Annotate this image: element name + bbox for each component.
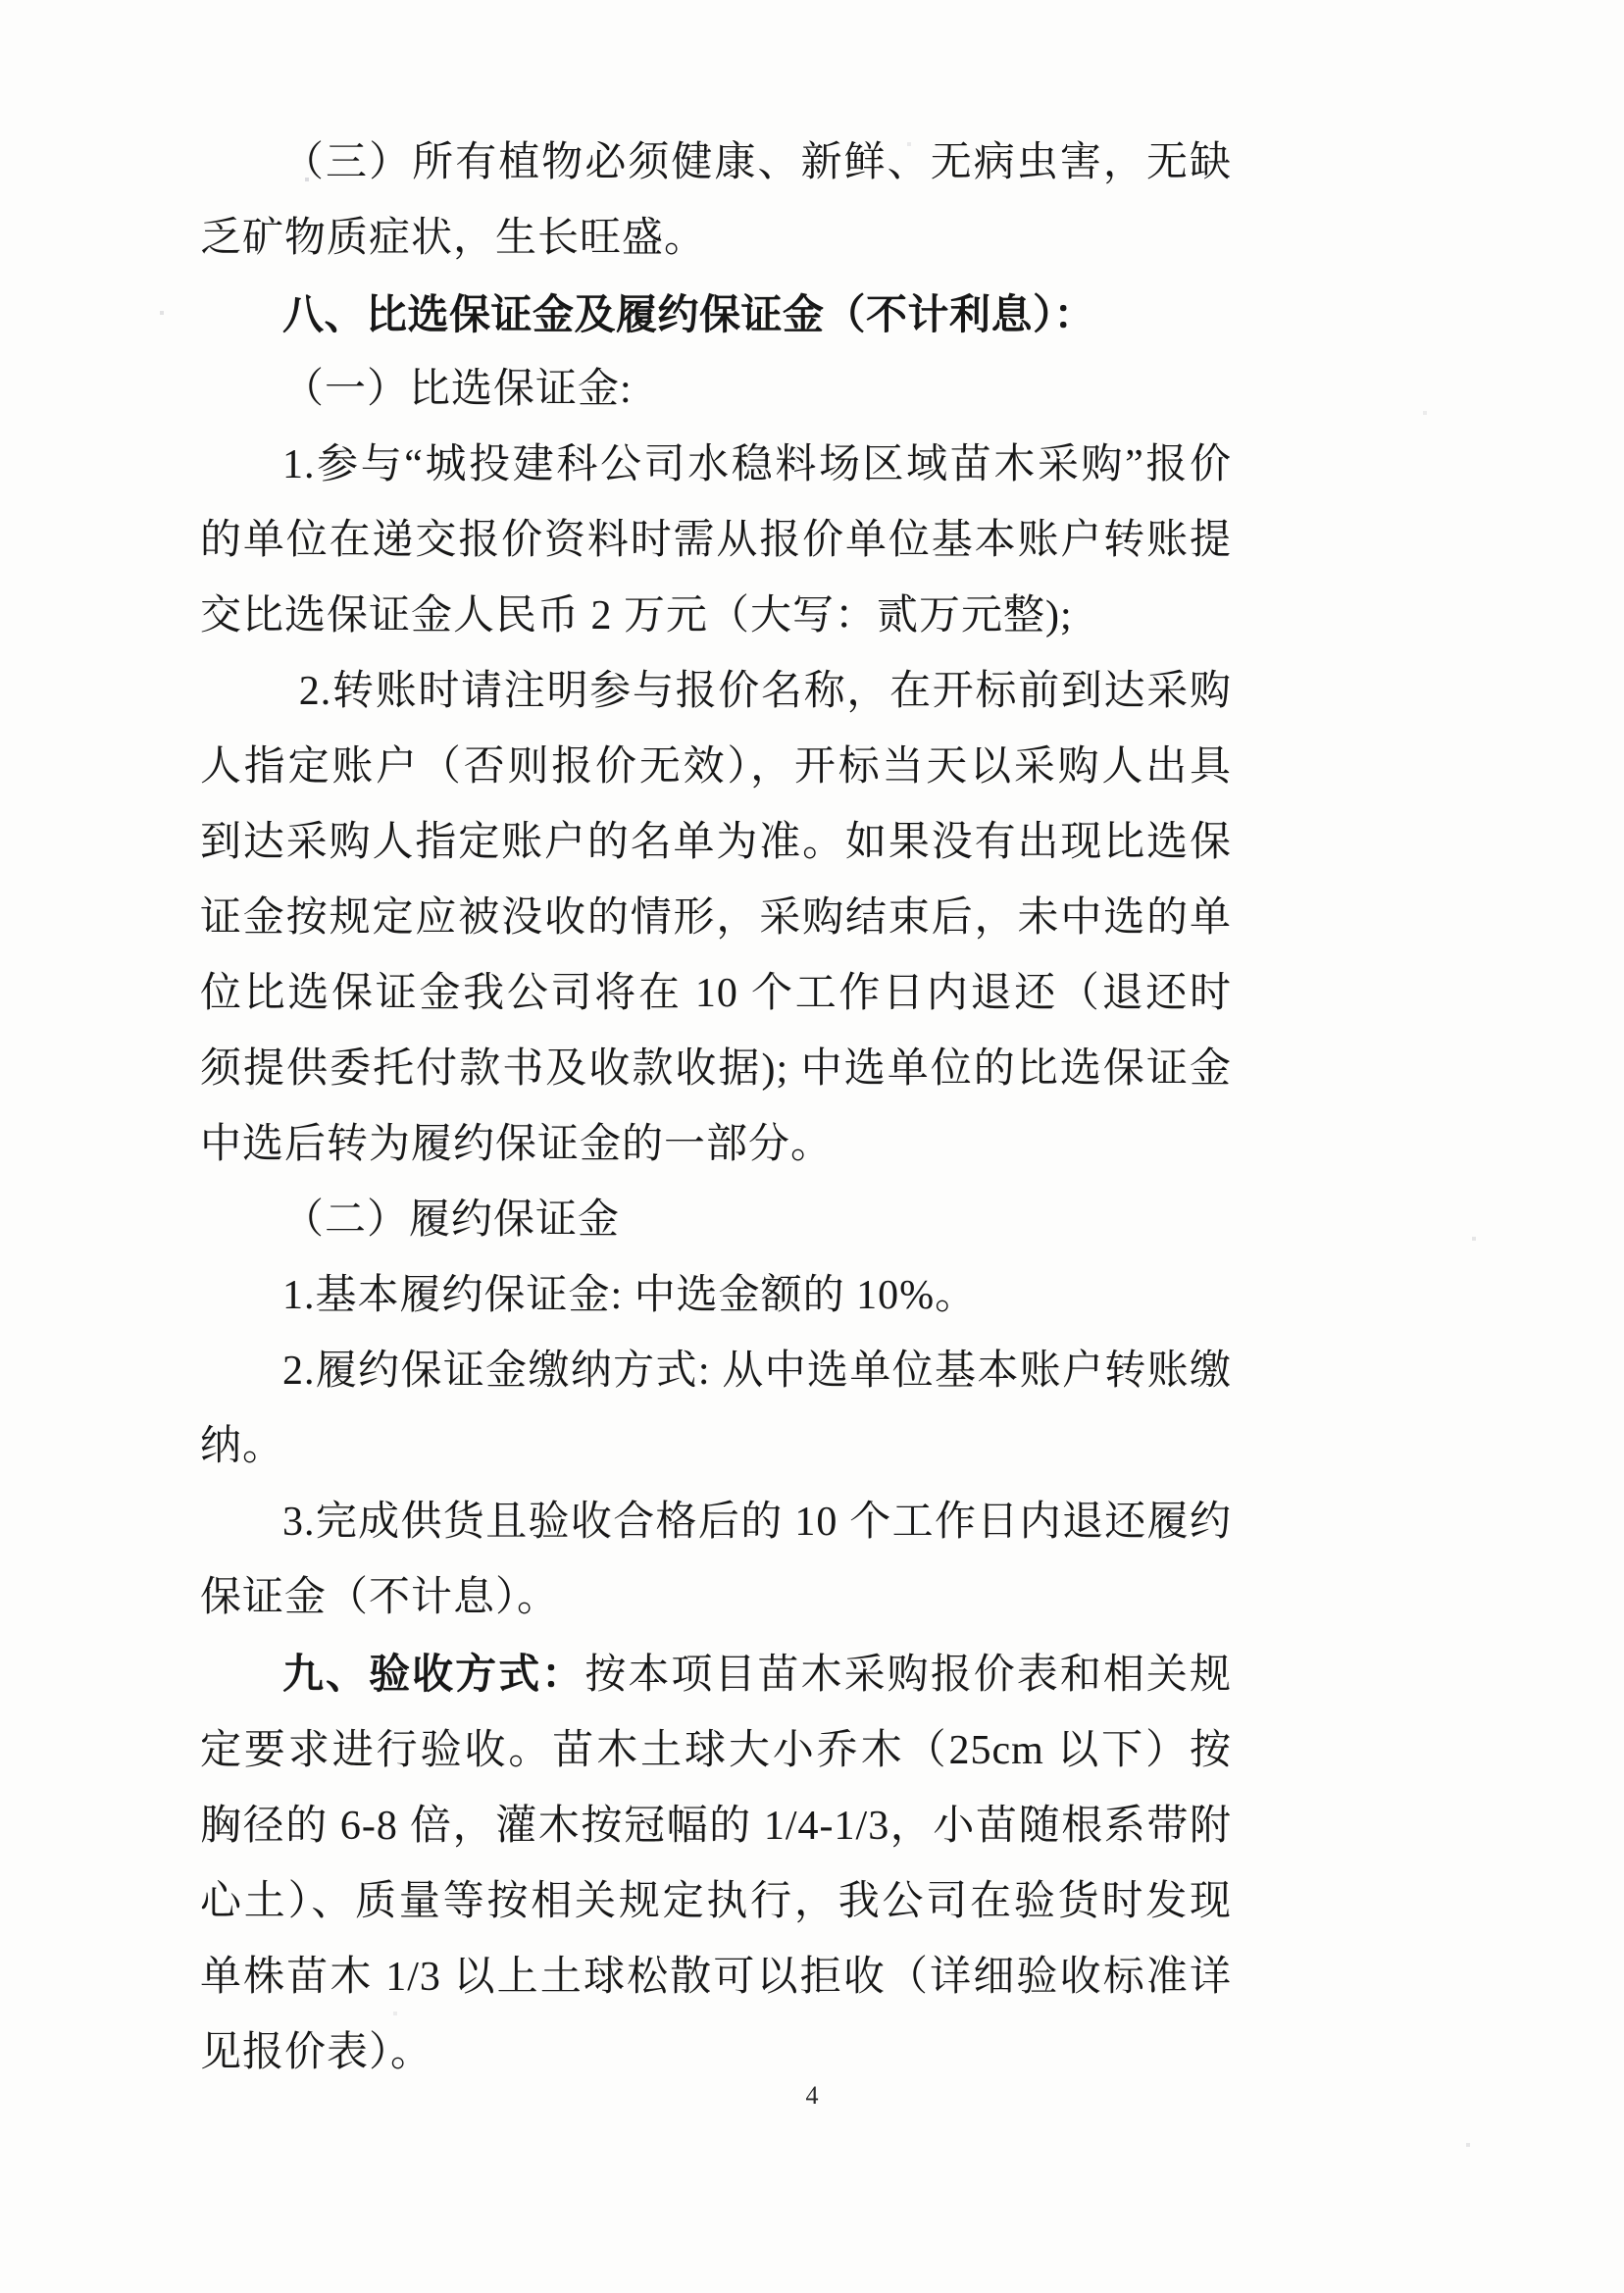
section-heading-eight-deposits: 八、比选保证金及履约保证金（不计利息）： (282, 291, 1096, 337)
document-body (200, 126, 1232, 2091)
performance-bond-item-1: 1.基本履约保证金: 中选金额的 10%。 (282, 1273, 978, 1318)
section-nine-acceptance-method (200, 1636, 1232, 2091)
bid-deposit-item-1: 1.参与“城投建科公司水稳料场区域苗木采购”报价的单位在递交报价资料时需从报价单位基本账户转账提交比选保证金人民币 2 万元（大写：贰万元整); (200, 442, 1232, 638)
performance-bond-item-3: 3.完成供货且验收合格后的 10 个工作日内退还履约保证金（不计息）。 (200, 1500, 1232, 1620)
performance-bond-item-2: 2.履约保证金缴纳方式: 从中选单位基本账户转账缴纳。 (200, 1349, 1232, 1469)
bid-deposit-item-2: 2.转账时请注明参与报价名称，在开标前到达采购人指定账户（否则报价无效），开标当天以采购人出具到达采购人指定账户的名单为准。如果没有出现比选保证金按规定应被没收的情形，采购结束后，未中选的单位比选保证金我公司将在 10 个工作日内退还（退还时须提供委托付款书及收款收据); 中选单位的比选保证金中选后转为履约保证金的一部分。 (200, 669, 1232, 1167)
page-number: 4 (805, 2081, 819, 2110)
section-heading-nine-label: 九、验收方式： (282, 1651, 585, 1697)
subsection-two-performance-bond-title: （二）履约保证金 (282, 1197, 621, 1243)
scan-noise (0, 0, 2, 2)
paragraph-plant-health-clause: （三）所有植物必须健康、新鲜、无病虫害，无缺乏矿物质症状，生长旺盛。 (200, 140, 1232, 261)
section-nine-body-text: 按本项目苗木采购报价表和相关规定要求进行验收。苗木土球大小乔木（25cm 以下）按胸径的 6-8 倍，灌木按冠幅的 1/4-1/3，小苗随根系带附心土）、质量等按相关规定执行，我公司在验货时发现单株苗木 1/3 以上土球松散可以拒收（详细验收标准详见报价表）。 (200, 1653, 1232, 2075)
subsection-one-bid-deposit-title: （一）比选保证金: (282, 367, 633, 412)
